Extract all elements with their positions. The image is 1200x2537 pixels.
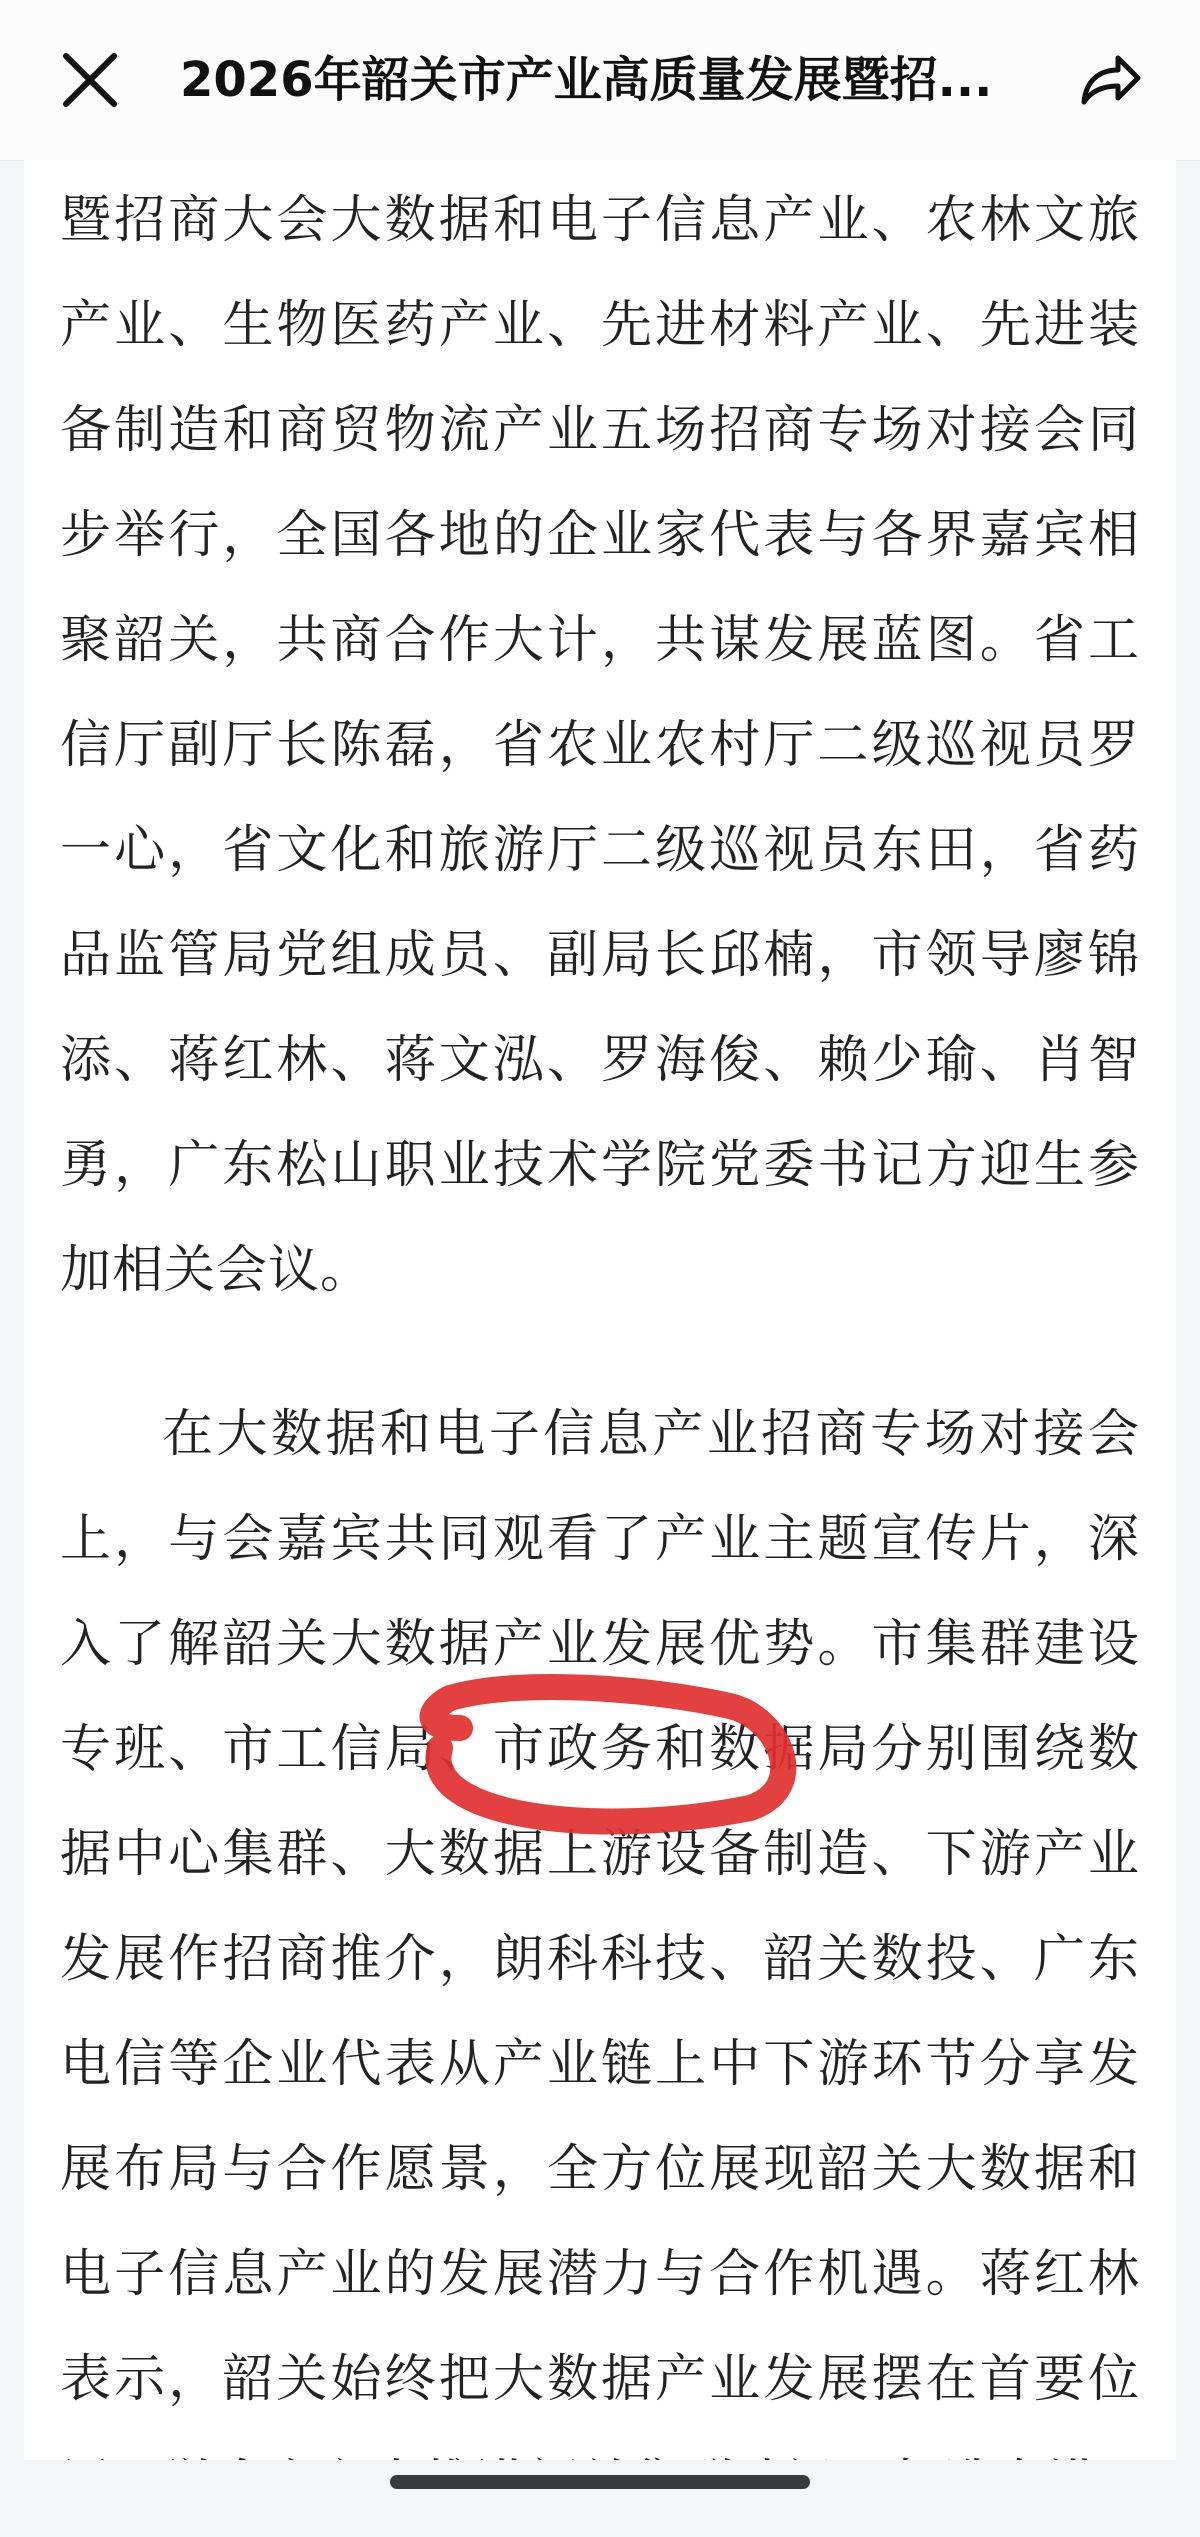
- article-paragraph-2: 在大数据和电子信息产业招商专场对接会上，与会嘉宾共同观看了产业主题宣传片，深入了解韶关大数据产业发展优势。市集群建设专班、市工信局、市政务和数据局分别围绕数据中心集群、大数据上游设备制造、下游产业发展作招商推介，朗科科技、韶关数投、广东电信等企业代表从产业链上中下游环节分享发展布局与合作愿景，全方位展现韶关大数据和电子信息产业的发展潜力与合作机遇。蒋红林表示，韶关始终把大数据产业发展摆在首要位: [60, 1405, 1140, 2409]
- article-paragraph-1: 暨招商大会大数据和电子信息产业、农林文旅产业、生物医药产业、先进材料产业、先进装备制造和商贸物流产业五场招商专场对接会同步举行，全国各地的企业家代表与各界嘉宾相聚韶关，共商合作大计，共谋发展蓝图。省工信厅副厅长陈磊，省农业农村厅二级巡视员罗一心，省文化和旅游厅二级巡视员东田，省药品监管局党组成员、副局长邱楠，市领导廖锦添、蒋红林、蒋文泓、罗海俊、赖少瑜、肖智勇，广东松山职业技术学院党委书记方迎生参加相关会议。: [60, 191, 1140, 1300]
- article-body: [24, 160, 1176, 2460]
- close-button[interactable]: [46, 36, 134, 124]
- page-title: 2026年韶关市产业高质量发展暨招...: [180, 52, 993, 108]
- home-indicator[interactable]: [390, 2475, 810, 2489]
- share-button[interactable]: [1066, 36, 1154, 124]
- top-bar: [0, 0, 1200, 161]
- close-icon: [60, 50, 120, 110]
- share-icon: [1078, 50, 1142, 110]
